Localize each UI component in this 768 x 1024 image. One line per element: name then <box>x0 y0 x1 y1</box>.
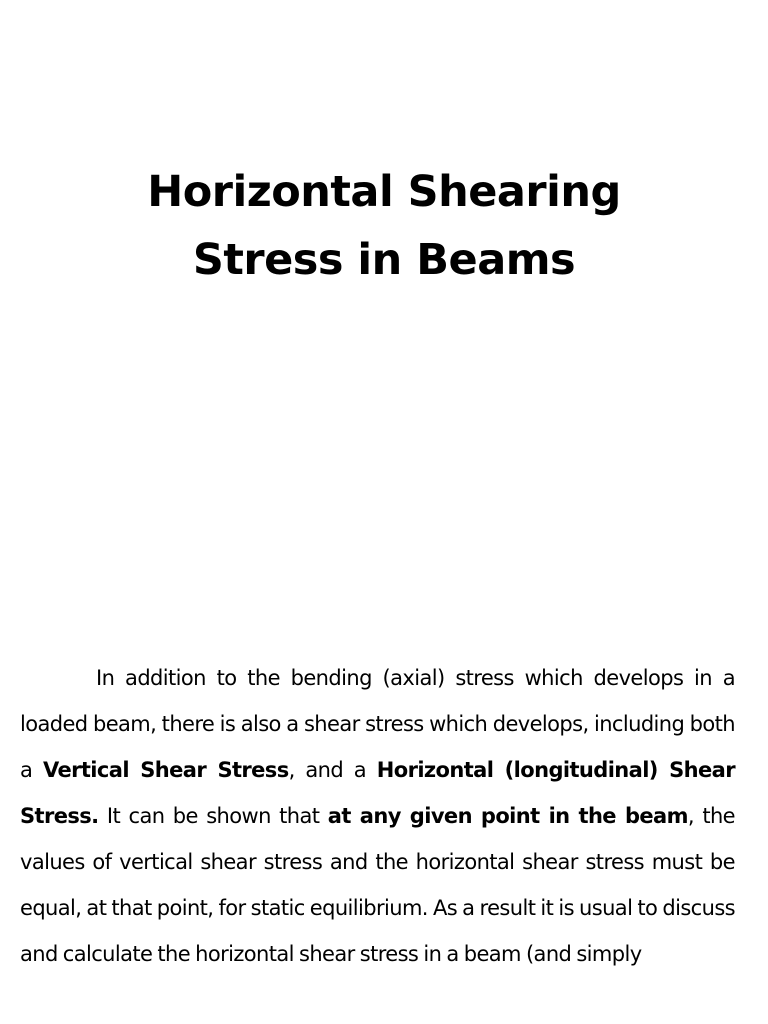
paragraph-text-2: , and a <box>288 758 377 782</box>
paragraph-text-1: In addition to the bending (axial) stress which develops in a loaded beam, there is also a shear stress which develops, including both a <box>20 666 735 782</box>
bold-term-horizontal-shear-stress: Horizontal (longitudinal) Shear Stress. <box>20 758 735 828</box>
title-line-2: Stress in Beams <box>192 235 576 285</box>
title-line-1: Horizontal Shearing <box>147 167 621 217</box>
bold-term-vertical-shear-stress: Vertical Shear Stress <box>42 758 289 782</box>
bold-phrase-any-given-point: at any given point in the beam <box>327 804 688 828</box>
page-title <box>0 158 768 294</box>
paragraph-text-4: , the values of vertical shear stress and the horizontal shear stress must be equal, at that point, for static equilibrium. As a result it is usual to discuss and calculate the horizontal shear stress in a beam (and simply <box>20 804 735 966</box>
body-paragraph <box>20 655 735 977</box>
paragraph-text-3: It can be shown that <box>98 804 328 828</box>
